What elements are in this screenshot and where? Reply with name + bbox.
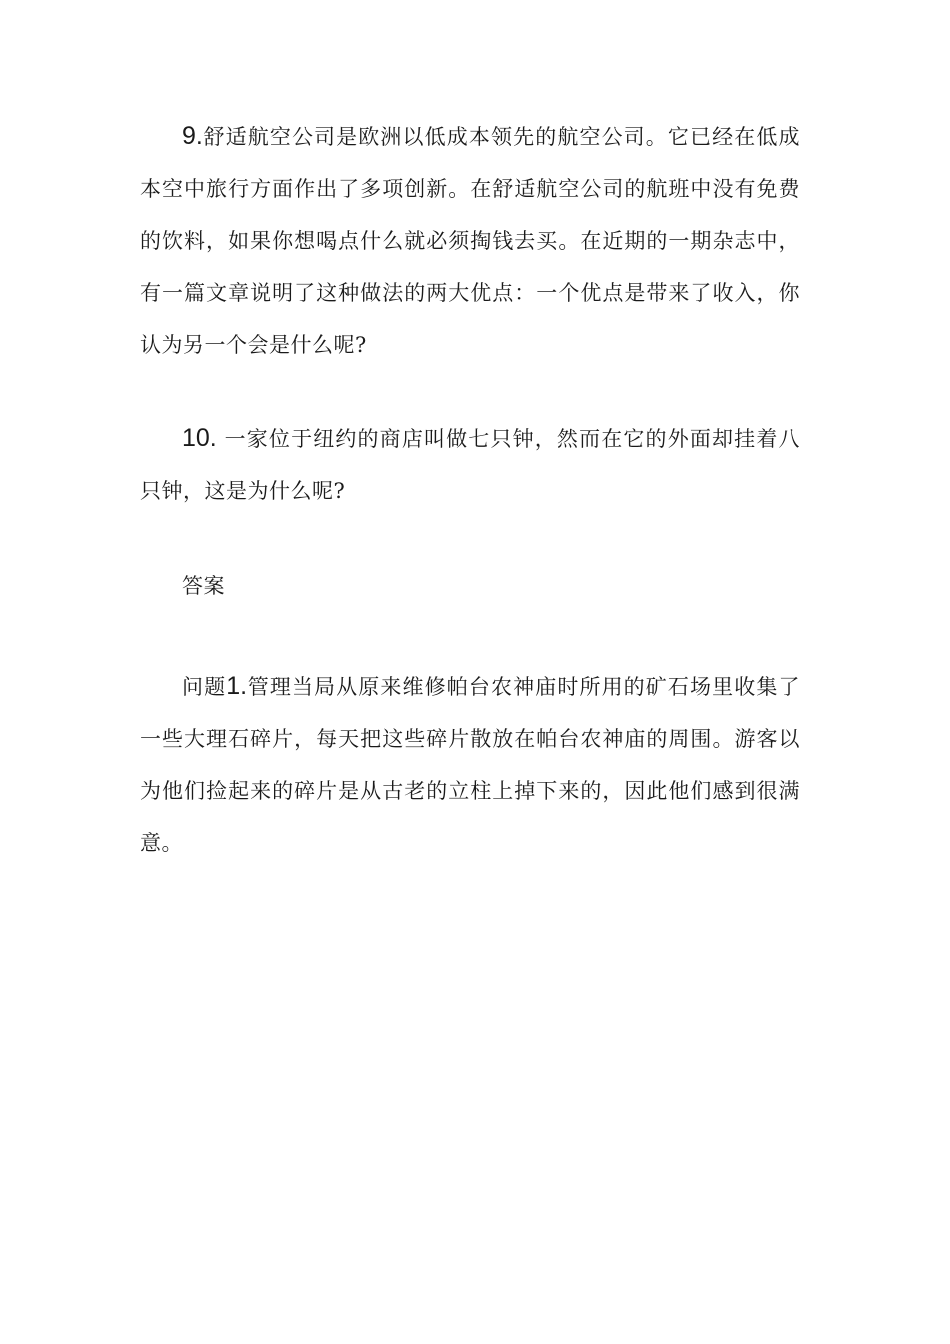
question-number: 9. bbox=[182, 122, 203, 150]
answer-1 bbox=[140, 660, 800, 869]
question-9 bbox=[140, 110, 800, 371]
question-10 bbox=[140, 412, 800, 517]
answers-heading: 答案 bbox=[182, 574, 225, 598]
answer-prefix: 问题 bbox=[182, 675, 227, 699]
answer-number: 1. bbox=[226, 672, 248, 700]
question-number: 10. bbox=[182, 424, 217, 452]
question-text: 舒适航空公司是欧洲以低成本领先的航空公司。它已经在低成本空中旅行方面作出了多项创新。在舒适航空公司的航班中没有免费的饮料，如果你想喝点什么就必须掏钱去买。在近期的一期杂志中，有一篇文章说明了这种做法的两大优点：一个优点是带来了收入，你认为另一个会是什么呢? bbox=[140, 125, 800, 357]
question-text: 一家位于纽约的商店叫做七只钟，然而在它的外面却挂着八只钟，这是为什么呢? bbox=[140, 427, 800, 503]
answer-text: 管理当局从原来维修帕台农神庙时所用的矿石场里收集了一些大理石碎片，每天把这些碎片散放在帕台农神庙的周围。游客以为他们捡起来的碎片是从古老的立柱上掉下来的，因此他们感到很满意。 bbox=[140, 675, 800, 855]
